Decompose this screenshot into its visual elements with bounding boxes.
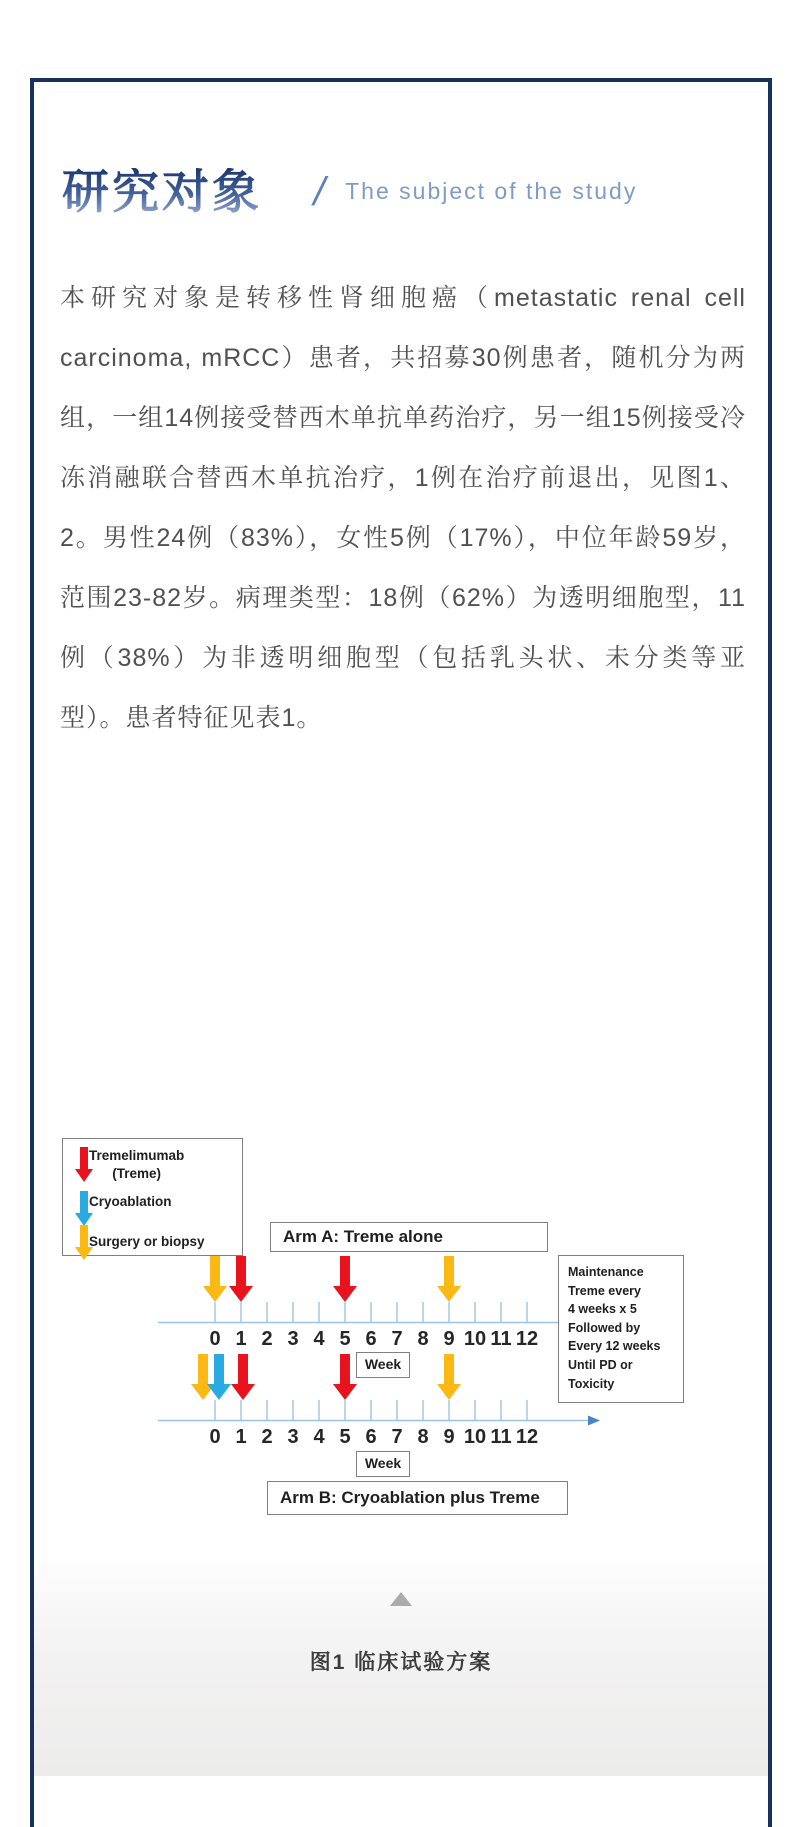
blue-arrow-icon — [75, 1191, 93, 1226]
legend-row-treme — [75, 1147, 184, 1183]
arm-b-week-tick: 2 — [261, 1426, 273, 1448]
scroll-to-top-icon[interactable] — [390, 1592, 412, 1606]
section-title-english: The subject of the study — [345, 178, 638, 204]
yellow-arrow-icon — [75, 1225, 93, 1260]
arm-a-treme-arrow-week1 — [229, 1256, 253, 1302]
arm-b-week-tick: 1 — [235, 1426, 247, 1448]
section-header — [62, 165, 742, 218]
legend-label-cryoablation: Cryoablation — [89, 1194, 172, 1209]
arm-a-surgery-arrow-week9 — [437, 1256, 461, 1302]
maintenance-line: Toxicity — [568, 1376, 615, 1391]
axis-arrowhead-icon — [588, 1416, 600, 1426]
arm-a-week-axis-label: Week — [356, 1352, 410, 1378]
arm-a-week-tick: 10 — [463, 1328, 487, 1350]
arm-b-week-tick: 4 — [313, 1426, 325, 1448]
arm-b-week-tick: 6 — [365, 1426, 377, 1448]
legend-row-surgery — [75, 1225, 205, 1251]
arm-a-week-tick: 11 — [490, 1328, 512, 1350]
arm-a-timeline-axis — [48, 1300, 608, 1330]
article-paragraph: 本研究对象是转移性肾细胞癌（metastatic renal cell carcinoma, mRCC）患者，共招募30例患者，随机分为两组，一组14例接受替西木单抗单药治疗，另一组15例接受冷冻消融联合替西木单抗治疗，1例在治疗前退出，见图1、2。男性24例（83%），女性5例（17%），中位年龄59岁，范围23-82岁。病理类型：18例（62%）为透明细胞型，11例（38%）为非透明细胞型（包括乳头状、未分类等亚型）。患者特征见表1。 — [60, 284, 746, 732]
maintenance-line: Maintenance — [568, 1265, 644, 1279]
maintenance-note-box — [558, 1255, 684, 1403]
maintenance-line: Followed by — [568, 1320, 641, 1335]
arm-b-cryoablation-arrow-week0 — [207, 1354, 231, 1400]
arm-b-week-tick: 7 — [391, 1426, 403, 1448]
arm-a-week-tick: 2 — [261, 1328, 273, 1350]
arm-b-treme-arrow-week5 — [333, 1354, 357, 1400]
figure1-caption: 图1 临床试验方案 — [309, 1651, 493, 1674]
arm-a-week-tick: 9 — [443, 1328, 455, 1350]
arm-a-treme-arrow-week5 — [333, 1256, 357, 1302]
red-arrow-icon — [75, 1147, 93, 1182]
legend-treme-line2: (Treme) — [112, 1166, 162, 1182]
arm-b-week-tick: 0 — [209, 1426, 221, 1448]
arm-b-week-tick: 9 — [443, 1426, 455, 1448]
maintenance-line: Until PD or — [568, 1357, 633, 1372]
arm-a-week-tick: 8 — [417, 1328, 429, 1350]
arm-a-week-tick: 3 — [287, 1328, 299, 1350]
legend-label-treme — [89, 1147, 184, 1183]
figure-legend-box — [62, 1138, 243, 1256]
arm-a-week-tick: 6 — [365, 1328, 377, 1350]
maintenance-line: Every 12 weeks — [568, 1339, 661, 1354]
arm-b-week-tick: 5 — [339, 1426, 351, 1448]
section-title-chinese: 研究对象 — [62, 165, 262, 218]
arm-b-week-tick: 10 — [463, 1426, 487, 1448]
arm-b-week-axis-label: Week — [356, 1451, 410, 1477]
arm-b-week-tick: 12 — [515, 1426, 539, 1448]
title-divider-slash: / — [309, 169, 330, 214]
maintenance-line: Treme every — [568, 1283, 641, 1298]
figure1-trial-scheme — [48, 1130, 758, 1522]
arm-a-week-tick: 0 — [209, 1328, 221, 1350]
legend-treme-line1: Tremelimumab — [89, 1148, 185, 1163]
arm-b-label-box: Arm B: Cryoablation plus Treme — [267, 1481, 568, 1515]
arm-a-week-tick: 7 — [391, 1328, 403, 1350]
arm-a-surgery-arrow-week0 — [203, 1256, 227, 1302]
legend-row-cryoablation — [75, 1191, 172, 1211]
arm-a-week-tick: 4 — [313, 1328, 325, 1350]
arm-a-label-box: Arm A: Treme alone — [270, 1222, 548, 1252]
arm-a-week-tick: 5 — [339, 1328, 351, 1350]
arm-b-week-tick: 11 — [490, 1426, 512, 1448]
maintenance-line: 4 weeks x 5 — [568, 1302, 637, 1317]
arm-b-week-tick: 8 — [417, 1426, 429, 1448]
arm-b-timeline-axis — [48, 1398, 608, 1428]
arm-b-treme-arrow-week1 — [231, 1354, 255, 1400]
arm-b-week-tick: 3 — [287, 1426, 299, 1448]
arm-b-surgery-arrow-week9 — [437, 1354, 461, 1400]
legend-label-surgery: Surgery or biopsy — [89, 1234, 205, 1249]
arm-a-week-tick: 12 — [515, 1328, 539, 1350]
arm-a-week-tick: 1 — [235, 1328, 247, 1350]
